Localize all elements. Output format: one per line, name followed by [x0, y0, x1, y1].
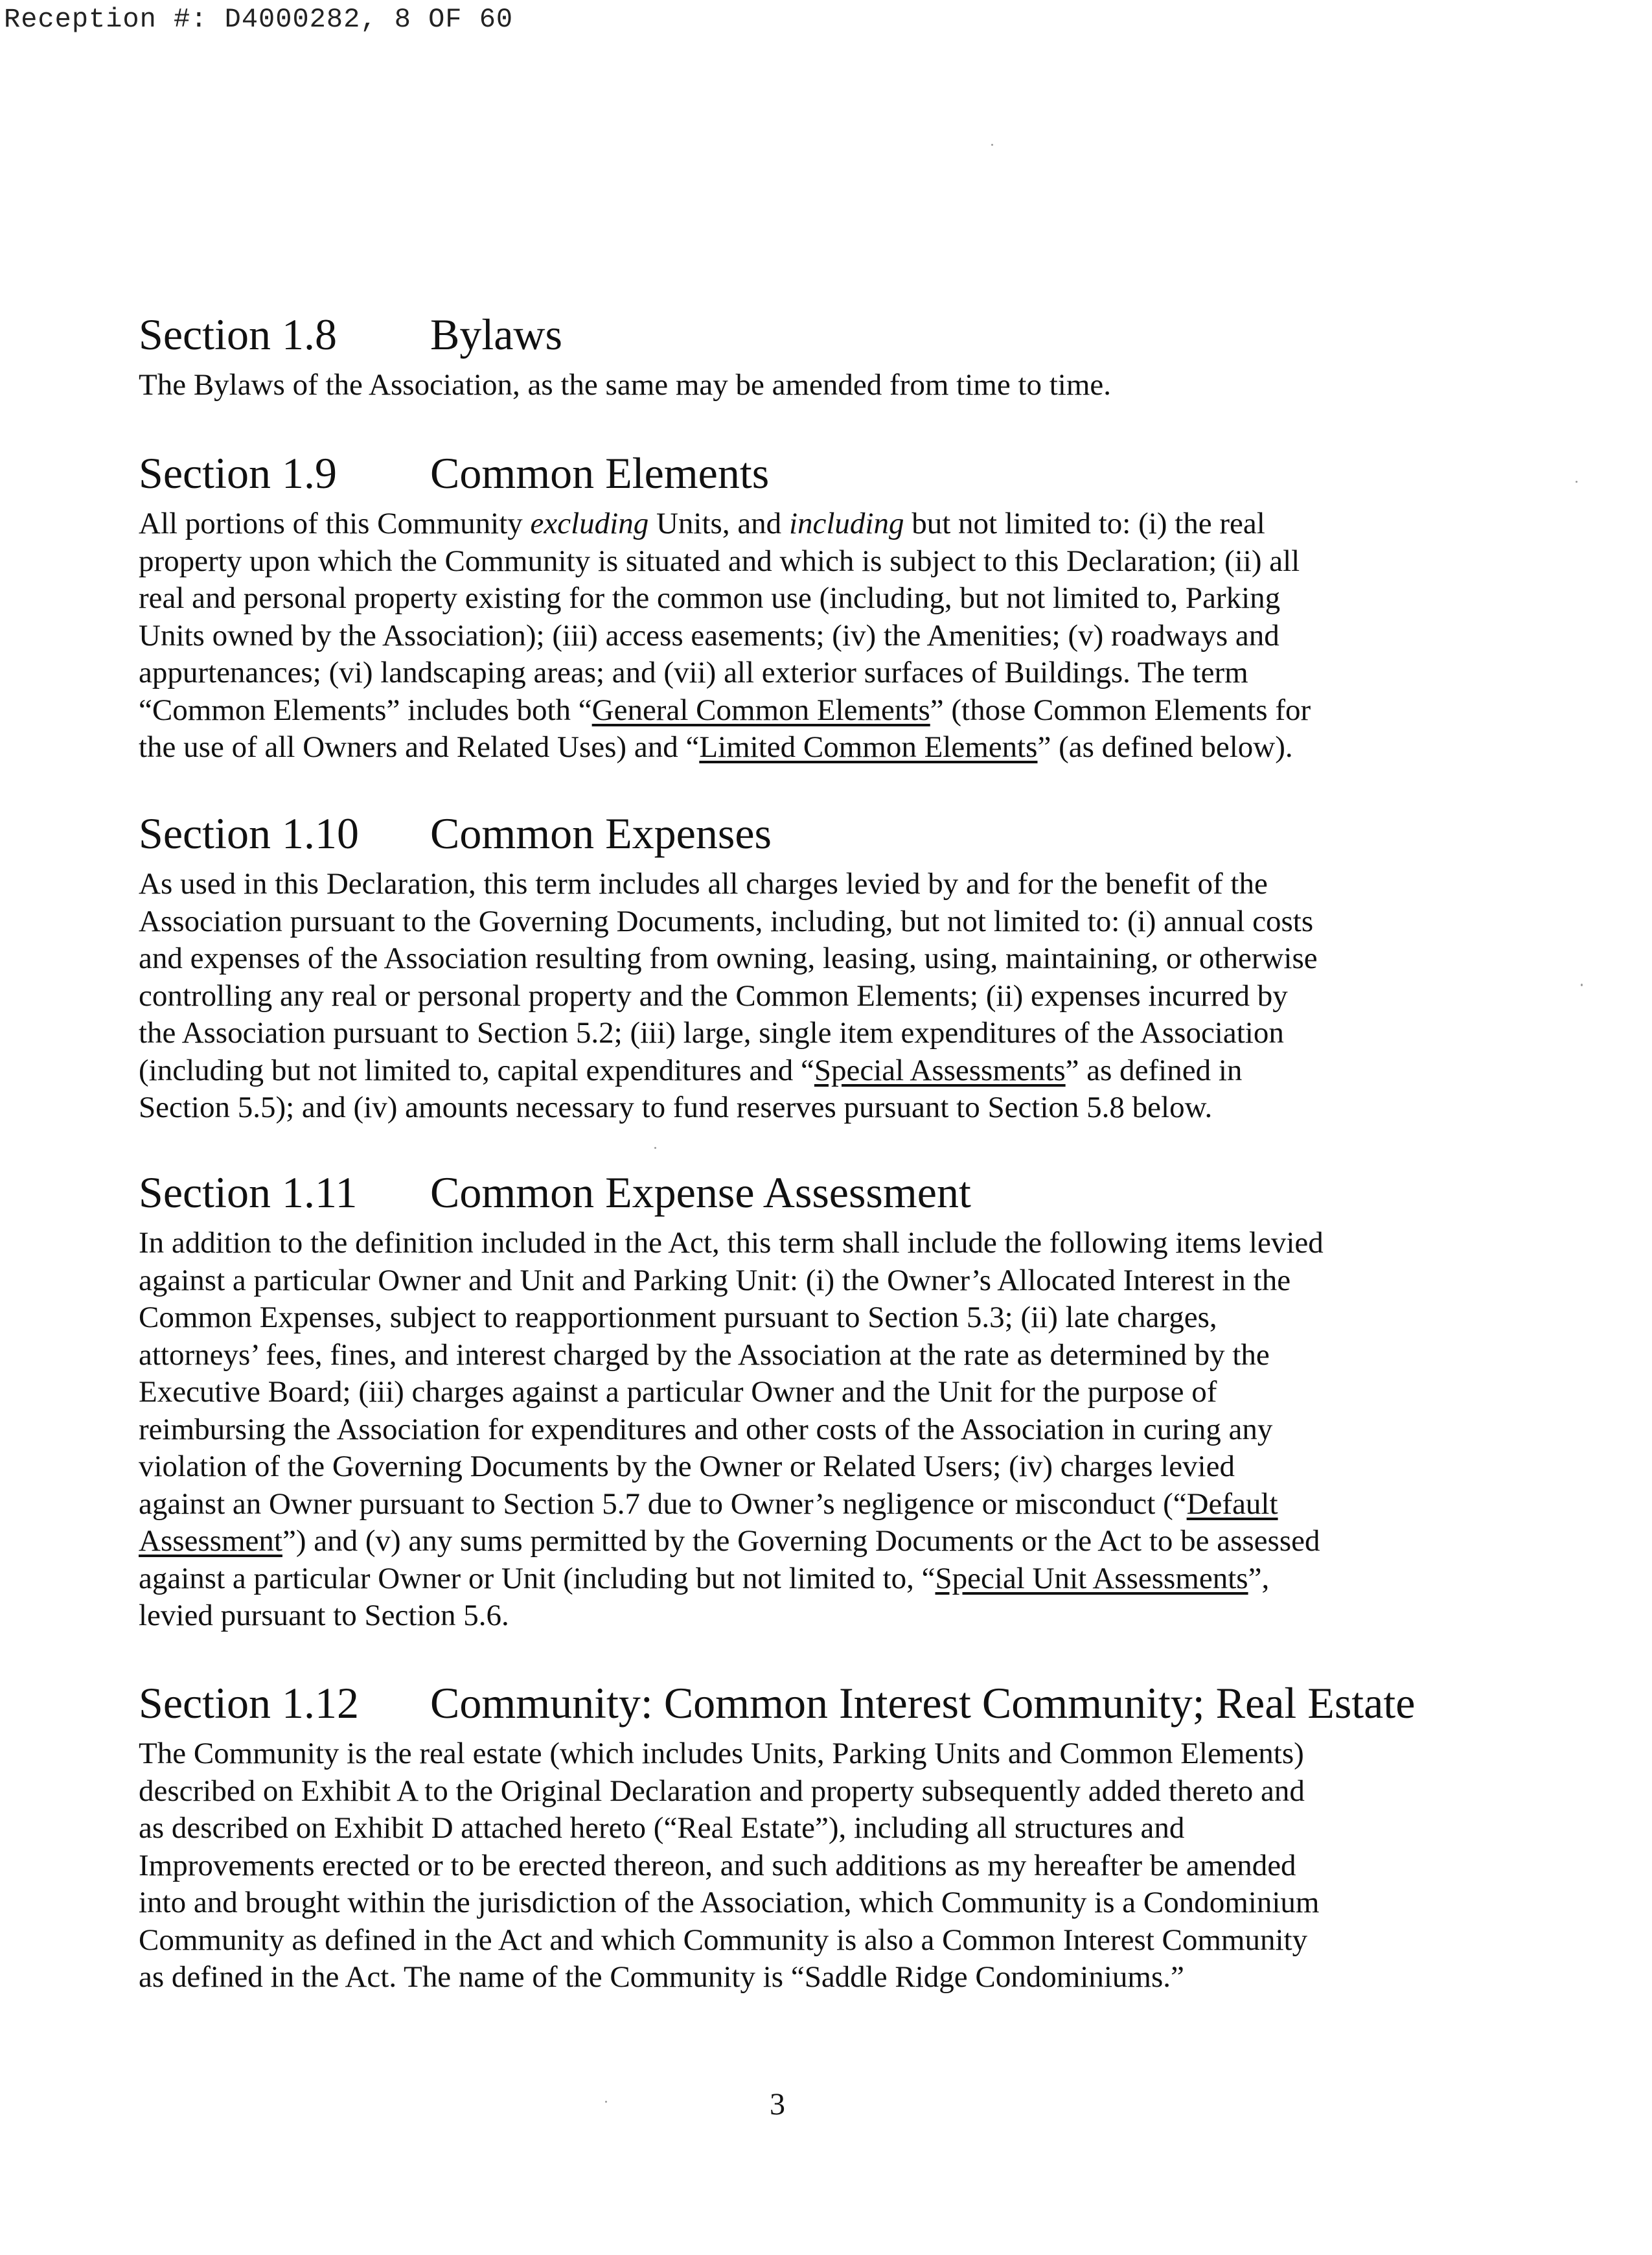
body-text: Association pursuant to the Governing Documents, including, but not limited to: (i) annual costs	[139, 904, 1314, 938]
body-text: controlling any real or personal property and the Common Elements; (ii) expenses incurred by	[139, 978, 1288, 1013]
body-text: against a particular Owner and Unit and Parking Unit: (i) the Owner’s Allocated Interest in the	[139, 1263, 1291, 1297]
body-text: Section 5.5); and (iv) amounts necessary to fund reserves pursuant to Section 5.8 below.	[139, 1091, 1213, 1124]
body-text: ” (as defined below).	[1037, 730, 1293, 764]
body-text: The Community is the real estate (which includes Units, Parking Units and Common Elements)	[139, 1737, 1304, 1770]
body-line	[139, 1735, 1460, 1773]
body-text: Units, and	[648, 507, 789, 540]
body-text: property upon which the Community is situated and which is subject to this Declaration; (ii) all	[139, 544, 1300, 578]
section-body	[139, 1225, 1460, 1635]
body-text: ”) and (v) any sums permitted by the Governing Documents or the Act to be assessed	[282, 1524, 1320, 1558]
body-line	[139, 505, 1460, 543]
emphasis-text: excluding	[530, 507, 649, 540]
body-line	[139, 978, 1460, 1015]
section-number: Section 1.8	[139, 310, 337, 359]
body-line	[139, 1597, 1460, 1635]
section-heading	[139, 1168, 1460, 1217]
section-title: Common Expenses	[430, 809, 772, 858]
section-1-9	[139, 448, 1460, 767]
body-line	[139, 1486, 1460, 1523]
body-line	[139, 1884, 1460, 1922]
body-text: All portions of this Community	[139, 507, 531, 540]
section-1-12	[139, 1678, 1460, 1996]
body-line	[139, 654, 1460, 692]
defined-term: Special Unit Assessments	[935, 1561, 1248, 1595]
section-1-10	[139, 809, 1460, 1127]
body-line	[139, 1523, 1460, 1560]
scan-speck	[654, 1147, 656, 1149]
body-line	[139, 692, 1460, 730]
body-line	[139, 580, 1460, 618]
body-line	[139, 729, 1460, 767]
section-body	[139, 866, 1460, 1127]
body-text: As used in this Declaration, this term includes all charges levied by and for the benefit of the	[139, 867, 1268, 901]
scan-speck	[1581, 984, 1583, 986]
defined-term: Special Assessments	[814, 1053, 1066, 1087]
section-heading	[139, 809, 1460, 858]
body-line	[139, 1560, 1460, 1598]
scan-speck	[991, 144, 993, 146]
body-text: ” as defined in	[1065, 1053, 1243, 1087]
body-text: (including but not limited to, capital expenditures and “	[139, 1053, 814, 1087]
body-text: described on Exhibit A to the Original Declaration and property subsequently added thereto and	[139, 1774, 1305, 1808]
body-line	[139, 1337, 1460, 1374]
body-text: attorneys’ fees, fines, and interest charged by the Association at the rate as determined by the	[139, 1337, 1270, 1372]
body-text: as defined in the Act. The name of the Community is “Saddle Ridge Condominiums.”	[139, 1960, 1184, 1994]
section-1-11	[139, 1168, 1460, 1635]
body-line	[139, 1089, 1460, 1127]
section-body	[139, 1735, 1460, 1996]
body-text: real and personal property existing for the common use (including, but not limited to, Parking	[139, 581, 1281, 615]
body-text: In addition to the definition included in the Act, this term shall include the following items levied	[139, 1226, 1324, 1260]
body-line	[139, 1810, 1460, 1847]
section-number: Section 1.12	[139, 1678, 359, 1728]
body-text: as described on Exhibit D attached hereto (“Real Estate”), including all structures and	[139, 1811, 1185, 1845]
body-text: Executive Board; (iii) charges against a particular Owner and the Unit for the purpose of	[139, 1375, 1217, 1409]
section-title: Community: Common Interest Community; Real Estate	[430, 1678, 1416, 1728]
body-line	[139, 1374, 1460, 1411]
body-line	[139, 1052, 1460, 1090]
body-text: against an Owner pursuant to Section 5.7 due to Owner’s negligence or misconduct (“	[139, 1486, 1187, 1521]
body-line	[139, 1773, 1460, 1810]
section-number: Section 1.9	[139, 448, 337, 498]
defined-term: Assessment	[139, 1524, 282, 1558]
body-text: The Bylaws of the Association, as the same may be amended from time to time.	[139, 368, 1112, 402]
body-text: reimbursing the Association for expenditures and other costs of the Association in curing any	[139, 1412, 1273, 1446]
body-line	[139, 940, 1460, 978]
defined-term: General Common Elements	[591, 693, 930, 727]
body-text: “Common Elements” includes both “	[139, 693, 592, 727]
scan-speck	[1576, 481, 1577, 483]
scan-speck	[605, 2101, 607, 2103]
section-title: Common Elements	[430, 448, 770, 498]
body-line	[139, 866, 1460, 903]
section-title: Common Expense Assessment	[430, 1168, 971, 1217]
section-number: Section 1.11	[139, 1168, 358, 1217]
body-line	[139, 1847, 1460, 1885]
body-text: violation of the Governing Documents by the Owner or Related Users; (iv) charges levied	[139, 1450, 1235, 1483]
body-line	[139, 1959, 1460, 1996]
body-text: levied pursuant to Section 5.6.	[139, 1599, 509, 1632]
body-line	[139, 903, 1460, 941]
body-text: ” (those Common Elements for	[930, 693, 1311, 727]
section-body	[139, 367, 1460, 404]
defined-term: Default	[1186, 1486, 1278, 1521]
reception-number: Reception #: D4000282, 8 OF 60	[4, 4, 514, 35]
section-1-8	[139, 310, 1460, 404]
section-heading	[139, 310, 1460, 359]
section-heading	[139, 448, 1460, 498]
body-text: but not limited to: (i) the real	[904, 507, 1265, 540]
body-text: Units owned by the Association); (iii) access easements; (iv) the Amenities; (v) roadways and	[139, 618, 1279, 653]
section-number: Section 1.10	[139, 809, 359, 858]
body-text: the Association pursuant to Section 5.2; (iii) large, single item expenditures of the Association	[139, 1016, 1284, 1050]
body-text: against a particular Owner or Unit (including but not limited to, “	[139, 1561, 935, 1595]
body-text: Improvements erected or to be erected thereon, and such additions as my hereafter be amended	[139, 1848, 1296, 1882]
body-line	[139, 1015, 1460, 1052]
body-text: appurtenances; (vi) landscaping areas; and (vii) all exterior surfaces of Buildings. The term	[139, 656, 1248, 689]
defined-term: Limited Common Elements	[699, 730, 1038, 764]
section-body	[139, 505, 1460, 767]
section-heading	[139, 1678, 1460, 1728]
body-text: ”,	[1248, 1561, 1270, 1595]
body-text: the use of all Owners and Related Uses) and “	[139, 730, 700, 764]
body-text: and expenses of the Association resulting from owning, leasing, using, maintaining, or otherwise	[139, 942, 1318, 975]
body-line	[139, 1448, 1460, 1486]
body-text: into and brought within the jurisdiction of the Association, which Community is a Condominium	[139, 1886, 1320, 1919]
body-line	[139, 1922, 1460, 1960]
body-text: Community as defined in the Act and which Community is also a Common Interest Community	[139, 1923, 1308, 1957]
emphasis-text: including	[788, 507, 904, 540]
body-line	[139, 618, 1460, 655]
page-number: 3	[770, 2087, 785, 2122]
body-line	[139, 1299, 1460, 1337]
body-line	[139, 1225, 1460, 1262]
section-title: Bylaws	[430, 310, 562, 359]
body-text: Common Expenses, subject to reapportionment pursuant to Section 5.3; (ii) late charges,	[139, 1301, 1217, 1334]
body-line	[139, 543, 1460, 581]
body-line	[139, 1411, 1460, 1449]
body-line	[139, 367, 1460, 404]
body-line	[139, 1262, 1460, 1300]
